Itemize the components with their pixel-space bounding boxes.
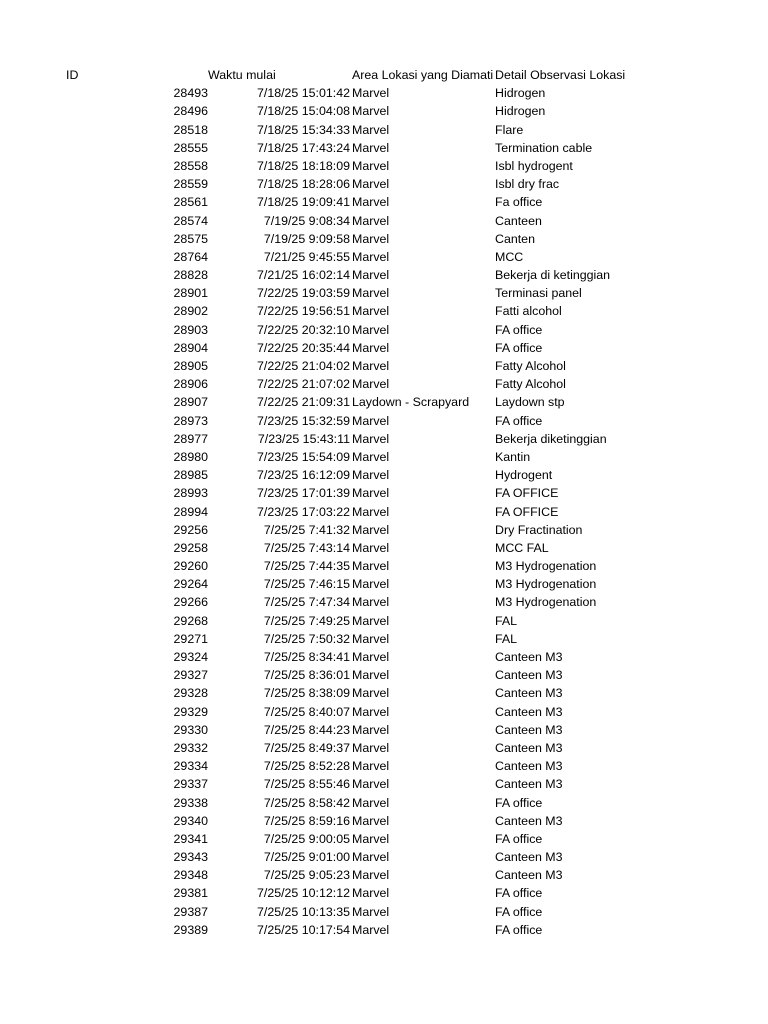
id-cell: 29268 xyxy=(173,613,208,628)
detail-observasi-cell: Fatty Alcohol xyxy=(495,359,566,373)
id-cell: 28493 xyxy=(173,86,208,101)
id-cell: 28980 xyxy=(173,449,208,464)
table-row xyxy=(0,703,768,721)
table-row xyxy=(0,866,768,884)
waktu-mulai-cell: 7/22/25 21:09:31 xyxy=(256,395,350,410)
id-cell: 29327 xyxy=(173,668,208,683)
area-lokasi-cell: Marvel xyxy=(352,449,390,464)
area-lokasi-cell: Marvel xyxy=(352,704,390,719)
waktu-mulai-cell: 7/22/25 20:35:44 xyxy=(256,340,350,355)
id-cell: 28904 xyxy=(173,340,208,355)
waktu-mulai-cell: 7/25/25 8:49:37 xyxy=(263,740,350,755)
waktu-mulai-cell: 7/18/25 15:01:42 xyxy=(256,86,350,101)
id-cell: 28993 xyxy=(173,486,208,501)
detail-observasi-cell: Canteen M3 xyxy=(495,650,563,664)
id-cell: 28574 xyxy=(173,213,208,228)
table-row xyxy=(0,884,768,902)
table-row xyxy=(0,848,768,866)
area-lokasi-cell: Marvel xyxy=(352,886,390,901)
waktu-mulai-cell: 7/18/25 17:43:24 xyxy=(256,140,350,155)
id-cell: 29329 xyxy=(173,704,208,719)
id-cell: 28902 xyxy=(173,304,208,319)
detail-observasi-cell: Canteen M3 xyxy=(495,850,563,865)
waktu-mulai-cell: 7/25/25 7:43:14 xyxy=(263,540,350,555)
table-row xyxy=(0,248,768,266)
area-lokasi-cell: Marvel xyxy=(352,740,390,755)
detail-observasi-cell: FA office xyxy=(495,831,543,846)
area-lokasi-cell: Marvel xyxy=(352,631,390,646)
table-row xyxy=(0,484,768,502)
area-lokasi-cell: Marvel xyxy=(352,377,390,392)
detail-observasi-cell: Canteen M3 xyxy=(495,759,563,774)
table-row xyxy=(0,466,768,484)
detail-observasi-cell: FA office xyxy=(495,413,543,428)
waktu-mulai-cell: 7/25/25 8:34:41 xyxy=(263,650,350,664)
id-cell: 28828 xyxy=(173,268,208,283)
table-row xyxy=(0,284,768,302)
detail-observasi-cell: Isbl dry frac xyxy=(495,177,560,192)
id-cell: 29334 xyxy=(173,759,208,774)
area-lokasi-cell: Marvel xyxy=(352,268,390,283)
waktu-mulai-cell: 7/19/25 9:08:34 xyxy=(263,213,350,228)
table-row xyxy=(0,121,768,139)
detail-observasi-cell: M3 Hydrogenation xyxy=(495,559,597,574)
area-lokasi-cell: Marvel xyxy=(352,231,390,246)
area-lokasi-cell: Marvel xyxy=(352,777,390,792)
area-lokasi-cell: Marvel xyxy=(352,86,390,101)
id-cell: 28558 xyxy=(173,158,208,173)
area-lokasi-cell: Marvel xyxy=(352,613,390,628)
table-row xyxy=(0,230,768,248)
area-lokasi-cell: Marvel xyxy=(352,722,390,737)
detail-observasi-cell: FA office xyxy=(495,322,543,337)
id-cell: 29337 xyxy=(173,777,208,792)
detail-observasi-cell: FA OFFICE xyxy=(495,504,559,519)
id-cell: 29258 xyxy=(173,540,208,555)
detail-observasi-cell: Kantin xyxy=(495,449,531,464)
detail-observasi-cell: Canteen M3 xyxy=(495,704,563,719)
waktu-mulai-cell: 7/25/25 7:41:32 xyxy=(263,522,350,537)
table-row xyxy=(0,357,768,375)
waktu-mulai-cell: 7/25/25 7:49:25 xyxy=(263,613,350,628)
table-row xyxy=(0,721,768,739)
area-lokasi-cell: Marvel xyxy=(352,249,390,264)
detail-observasi-cell: M3 Hydrogenation xyxy=(495,595,597,610)
detail-observasi-cell: Hidrogen xyxy=(495,86,546,101)
waktu-mulai-cell: 7/25/25 10:13:35 xyxy=(256,904,350,919)
area-lokasi-cell: Marvel xyxy=(352,868,390,883)
detail-observasi-cell: Canten xyxy=(495,231,535,246)
detail-observasi-cell: Canteen M3 xyxy=(495,722,563,737)
area-lokasi-cell: Marvel xyxy=(352,286,390,301)
detail-observasi-cell: Fa office xyxy=(495,195,543,210)
detail-observasi-cell: Laydown stp xyxy=(495,395,565,410)
id-cell: 29328 xyxy=(173,686,208,701)
waktu-mulai-cell: 7/25/25 10:12:12 xyxy=(256,886,350,901)
area-lokasi-cell: Marvel xyxy=(352,795,390,810)
waktu-mulai-cell: 7/22/25 19:03:59 xyxy=(256,286,350,301)
waktu-mulai-cell: 7/23/25 15:43:11 xyxy=(257,431,350,446)
area-lokasi-cell: Marvel xyxy=(352,540,390,555)
area-lokasi-cell: Marvel xyxy=(352,213,390,228)
detail-observasi-cell: FA office xyxy=(495,340,543,355)
area-lokasi-cell: Marvel xyxy=(352,668,390,683)
id-cell: 28555 xyxy=(173,140,208,155)
area-lokasi-cell: Marvel xyxy=(352,922,390,937)
table-row xyxy=(0,903,768,921)
detail-observasi-cell: Fatti alcohol xyxy=(495,304,562,319)
area-lokasi-cell: Marvel xyxy=(352,686,390,701)
waktu-mulai-cell: 7/23/25 16:12:09 xyxy=(256,468,350,483)
area-lokasi-cell: Marvel xyxy=(352,504,390,519)
waktu-mulai-cell: 7/25/25 8:58:42 xyxy=(263,795,350,810)
id-cell: 28906 xyxy=(173,377,208,392)
waktu-mulai-cell: 7/25/25 8:44:23 xyxy=(263,722,350,737)
detail-observasi-cell: Bekerja di ketinggian xyxy=(495,268,611,283)
table-row xyxy=(0,375,768,393)
header-area-lokasi: Area Lokasi yang Diamati xyxy=(352,68,494,82)
area-lokasi-cell: Marvel xyxy=(352,359,390,373)
detail-observasi-cell: Terminasi panel xyxy=(495,286,582,301)
table-row xyxy=(0,448,768,466)
table-row xyxy=(0,757,768,775)
table-row xyxy=(0,921,768,939)
id-cell: 28907 xyxy=(173,395,208,410)
waktu-mulai-cell: 7/21/25 16:02:14 xyxy=(256,268,350,283)
detail-observasi-cell: MCC FAL xyxy=(495,540,549,555)
detail-observasi-cell: FAL xyxy=(495,613,518,628)
detail-observasi-cell: Hidrogen xyxy=(495,104,546,119)
area-lokasi-cell: Marvel xyxy=(352,195,390,210)
waktu-mulai-cell: 7/25/25 7:44:35 xyxy=(263,559,350,574)
waktu-mulai-cell: 7/23/25 15:54:09 xyxy=(256,449,350,464)
detail-observasi-cell: Canteen M3 xyxy=(495,686,563,701)
area-lokasi-cell: Marvel xyxy=(352,486,390,501)
table-row xyxy=(0,393,768,411)
waktu-mulai-cell: 7/19/25 9:09:58 xyxy=(263,231,350,246)
detail-observasi-cell: Isbl hydrogent xyxy=(495,158,573,173)
table-row xyxy=(0,612,768,630)
area-lokasi-cell: Marvel xyxy=(352,559,390,574)
waktu-mulai-cell: 7/25/25 8:40:07 xyxy=(263,704,350,719)
detail-observasi-cell: FA office xyxy=(495,904,543,919)
id-cell: 29389 xyxy=(173,922,208,937)
header-waktu-mulai: Waktu mulai xyxy=(208,68,276,82)
table-row xyxy=(0,666,768,684)
area-lokasi-cell: Marvel xyxy=(352,431,390,446)
area-lokasi-cell: Marvel xyxy=(352,831,390,846)
detail-observasi-cell: Canteen M3 xyxy=(495,668,563,683)
table-row xyxy=(0,521,768,539)
waktu-mulai-cell: 7/25/25 7:47:34 xyxy=(263,595,350,610)
detail-observasi-cell: Fatty Alcohol xyxy=(495,377,566,392)
table-row xyxy=(0,775,768,793)
area-lokasi-cell: Marvel xyxy=(352,304,390,319)
detail-observasi-cell: Canteen M3 xyxy=(495,868,563,883)
id-cell: 28977 xyxy=(173,431,208,446)
area-lokasi-cell: Marvel xyxy=(352,595,390,610)
waktu-mulai-cell: 7/23/25 17:03:22 xyxy=(256,504,350,519)
id-cell: 29387 xyxy=(173,904,208,919)
area-lokasi-cell: Marvel xyxy=(352,759,390,774)
id-cell: 29266 xyxy=(173,595,208,610)
area-lokasi-cell: Marvel xyxy=(352,122,390,137)
id-cell: 28575 xyxy=(173,231,208,246)
waktu-mulai-cell: 7/25/25 10:17:54 xyxy=(256,922,350,937)
table-row xyxy=(0,739,768,757)
waktu-mulai-cell: 7/23/25 15:32:59 xyxy=(256,413,350,428)
area-lokasi-cell: Marvel xyxy=(352,340,390,355)
id-cell: 29332 xyxy=(173,740,208,755)
table-row xyxy=(0,193,768,211)
observation-table xyxy=(0,66,768,939)
area-lokasi-cell: Marvel xyxy=(352,850,390,865)
area-lokasi-cell: Marvel xyxy=(352,104,390,119)
id-cell: 28901 xyxy=(173,286,208,301)
detail-observasi-cell: FA office xyxy=(495,795,543,810)
waktu-mulai-cell: 7/25/25 8:59:16 xyxy=(263,813,350,828)
table-row xyxy=(0,684,768,702)
waktu-mulai-cell: 7/25/25 8:52:28 xyxy=(263,759,350,774)
detail-observasi-cell: Termination cable xyxy=(495,140,593,155)
id-cell: 29330 xyxy=(173,722,208,737)
detail-observasi-cell: Bekerja diketinggian xyxy=(495,431,607,446)
detail-observasi-cell: FAL xyxy=(495,631,518,646)
table-row xyxy=(0,212,768,230)
id-cell: 28973 xyxy=(173,413,208,428)
id-cell: 28496 xyxy=(173,104,208,119)
id-cell: 29338 xyxy=(173,795,208,810)
id-cell: 29348 xyxy=(173,868,208,883)
table-row xyxy=(0,812,768,830)
id-cell: 29271 xyxy=(173,631,208,646)
table-row xyxy=(0,157,768,175)
id-cell: 28764 xyxy=(173,249,208,264)
id-cell: 28905 xyxy=(173,359,208,373)
waktu-mulai-cell: 7/22/25 19:56:51 xyxy=(256,304,350,319)
table-row xyxy=(0,412,768,430)
waktu-mulai-cell: 7/25/25 7:50:32 xyxy=(263,631,350,646)
area-lokasi-cell: Marvel xyxy=(352,522,390,537)
waktu-mulai-cell: 7/18/25 15:34:33 xyxy=(256,122,350,137)
id-cell: 29256 xyxy=(173,522,208,537)
waktu-mulai-cell: 7/25/25 7:46:15 xyxy=(263,577,350,592)
id-cell: 28559 xyxy=(173,177,208,192)
header-id: ID xyxy=(66,68,79,82)
area-lokasi-cell: Marvel xyxy=(352,322,390,337)
area-lokasi-cell: Marvel xyxy=(352,140,390,155)
area-lokasi-cell: Laydown - Scrapyard xyxy=(352,395,470,410)
detail-observasi-cell: Canteen M3 xyxy=(495,740,563,755)
id-cell: 29260 xyxy=(173,559,208,574)
detail-observasi-cell: Dry Fractination xyxy=(495,522,583,537)
table-row xyxy=(0,339,768,357)
area-lokasi-cell: Marvel xyxy=(352,904,390,919)
id-cell: 29264 xyxy=(173,577,208,592)
table-row xyxy=(0,794,768,812)
waktu-mulai-cell: 7/25/25 9:01:00 xyxy=(263,850,350,865)
table-row xyxy=(0,830,768,848)
waktu-mulai-cell: 7/22/25 21:07:02 xyxy=(256,377,350,392)
waktu-mulai-cell: 7/23/25 17:01:39 xyxy=(256,486,350,501)
table-row xyxy=(0,575,768,593)
id-cell: 28994 xyxy=(173,504,208,519)
waktu-mulai-cell: 7/25/25 9:05:23 xyxy=(263,868,350,883)
area-lokasi-cell: Marvel xyxy=(352,650,390,664)
detail-observasi-cell: FA office xyxy=(495,886,543,901)
id-cell: 29381 xyxy=(173,886,208,901)
table-body xyxy=(0,84,768,939)
waktu-mulai-cell: 7/22/25 20:32:10 xyxy=(256,322,350,337)
id-cell: 29324 xyxy=(173,650,208,664)
id-cell: 28903 xyxy=(173,322,208,337)
detail-observasi-cell: Hydrogent xyxy=(495,468,553,483)
id-cell: 28561 xyxy=(173,195,208,210)
header-detail-observasi: Detail Observasi Lokasi xyxy=(495,68,626,82)
area-lokasi-cell: Marvel xyxy=(352,468,390,483)
table-row xyxy=(0,175,768,193)
detail-observasi-cell: Canteen M3 xyxy=(495,777,563,792)
id-cell: 28518 xyxy=(173,122,208,137)
table-row xyxy=(0,321,768,339)
detail-observasi-cell: FA office xyxy=(495,922,543,937)
detail-observasi-cell: Flare xyxy=(495,122,524,137)
waktu-mulai-cell: 7/25/25 8:36:01 xyxy=(263,668,350,683)
table-row xyxy=(0,630,768,648)
table-row xyxy=(0,102,768,120)
table-row xyxy=(0,302,768,320)
table-row xyxy=(0,557,768,575)
waktu-mulai-cell: 7/18/25 19:09:41 xyxy=(256,195,350,210)
area-lokasi-cell: Marvel xyxy=(352,158,390,173)
id-cell: 29341 xyxy=(173,831,208,846)
detail-observasi-cell: Canteen M3 xyxy=(495,813,563,828)
waktu-mulai-cell: 7/18/25 15:04:08 xyxy=(256,104,350,119)
detail-observasi-cell: M3 Hydrogenation xyxy=(495,577,597,592)
table-row xyxy=(0,593,768,611)
waktu-mulai-cell: 7/22/25 21:04:02 xyxy=(256,359,350,373)
id-cell: 28985 xyxy=(173,468,208,483)
table-row xyxy=(0,139,768,157)
detail-observasi-cell: FA OFFICE xyxy=(495,486,559,501)
table-row xyxy=(0,539,768,557)
id-cell: 29340 xyxy=(173,813,208,828)
table-row xyxy=(0,648,768,666)
waktu-mulai-cell: 7/25/25 8:38:09 xyxy=(263,686,350,701)
waktu-mulai-cell: 7/25/25 8:55:46 xyxy=(263,777,350,792)
area-lokasi-cell: Marvel xyxy=(352,413,390,428)
table-row xyxy=(0,266,768,284)
area-lokasi-cell: Marvel xyxy=(352,813,390,828)
area-lokasi-cell: Marvel xyxy=(352,577,390,592)
detail-observasi-cell: Canteen xyxy=(495,213,542,228)
waktu-mulai-cell: 7/18/25 18:18:09 xyxy=(256,158,350,173)
waktu-mulai-cell: 7/21/25 9:45:55 xyxy=(263,249,350,264)
waktu-mulai-cell: 7/18/25 18:28:06 xyxy=(256,177,350,192)
area-lokasi-cell: Marvel xyxy=(352,177,390,192)
detail-observasi-cell: MCC xyxy=(495,249,524,264)
table-row xyxy=(0,430,768,448)
id-cell: 29343 xyxy=(173,850,208,865)
table-row xyxy=(0,503,768,521)
table-header-row xyxy=(0,66,768,84)
table-row xyxy=(0,84,768,102)
waktu-mulai-cell: 7/25/25 9:00:05 xyxy=(263,831,350,846)
